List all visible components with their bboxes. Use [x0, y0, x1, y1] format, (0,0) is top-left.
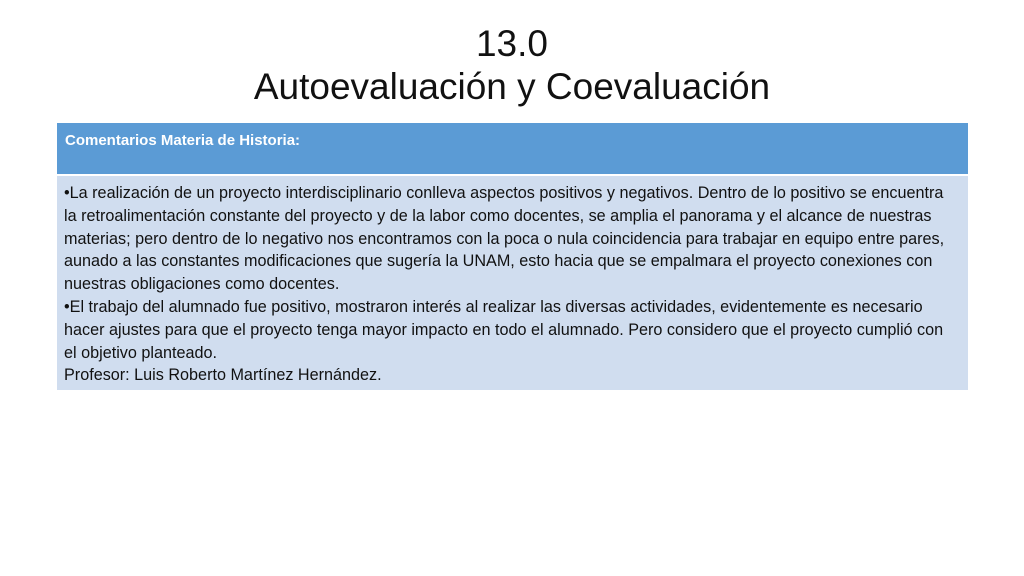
- signature: Profesor: Luis Roberto Martínez Hernández.: [64, 366, 382, 385]
- comment-paragraph-2: •El trabajo del alumnado fue positivo, mostraron interés al realizar las diversas actividades, evidentemente es necesario hacer ajustes para que el proyecto tenga mayor impacto en todo el alumnado. Pero considero que el proyecto cumplió con el objetivo planteado.: [64, 297, 944, 362]
- comments-table: [57, 123, 968, 390]
- table-header: Comentarios Materia de Historia:: [57, 123, 968, 176]
- title-text: Autoevaluación y Coevaluación: [253, 66, 771, 107]
- table-body: [57, 176, 968, 390]
- comment-paragraph-1: •La realización de un proyecto interdisciplinario conlleva aspectos positivos y negativos. Dentro de lo positivo se encuentra la retroalimentación constante del proyecto y de la labor como docentes, se amplia el panorama y el alcance de nuestras materias; pero dentro de lo negativo nos encontramos con la poca o nula coincidencia para trabajar en equipo entre pares, aunado a las constantes modificaciones que sugería la UNAM, esto hacia que se empalmara el proyecto conexiones con nuestras obligaciones como docentes.: [64, 184, 945, 294]
- slide-title: [0, 22, 1024, 108]
- title-number: 13.0: [475, 23, 548, 64]
